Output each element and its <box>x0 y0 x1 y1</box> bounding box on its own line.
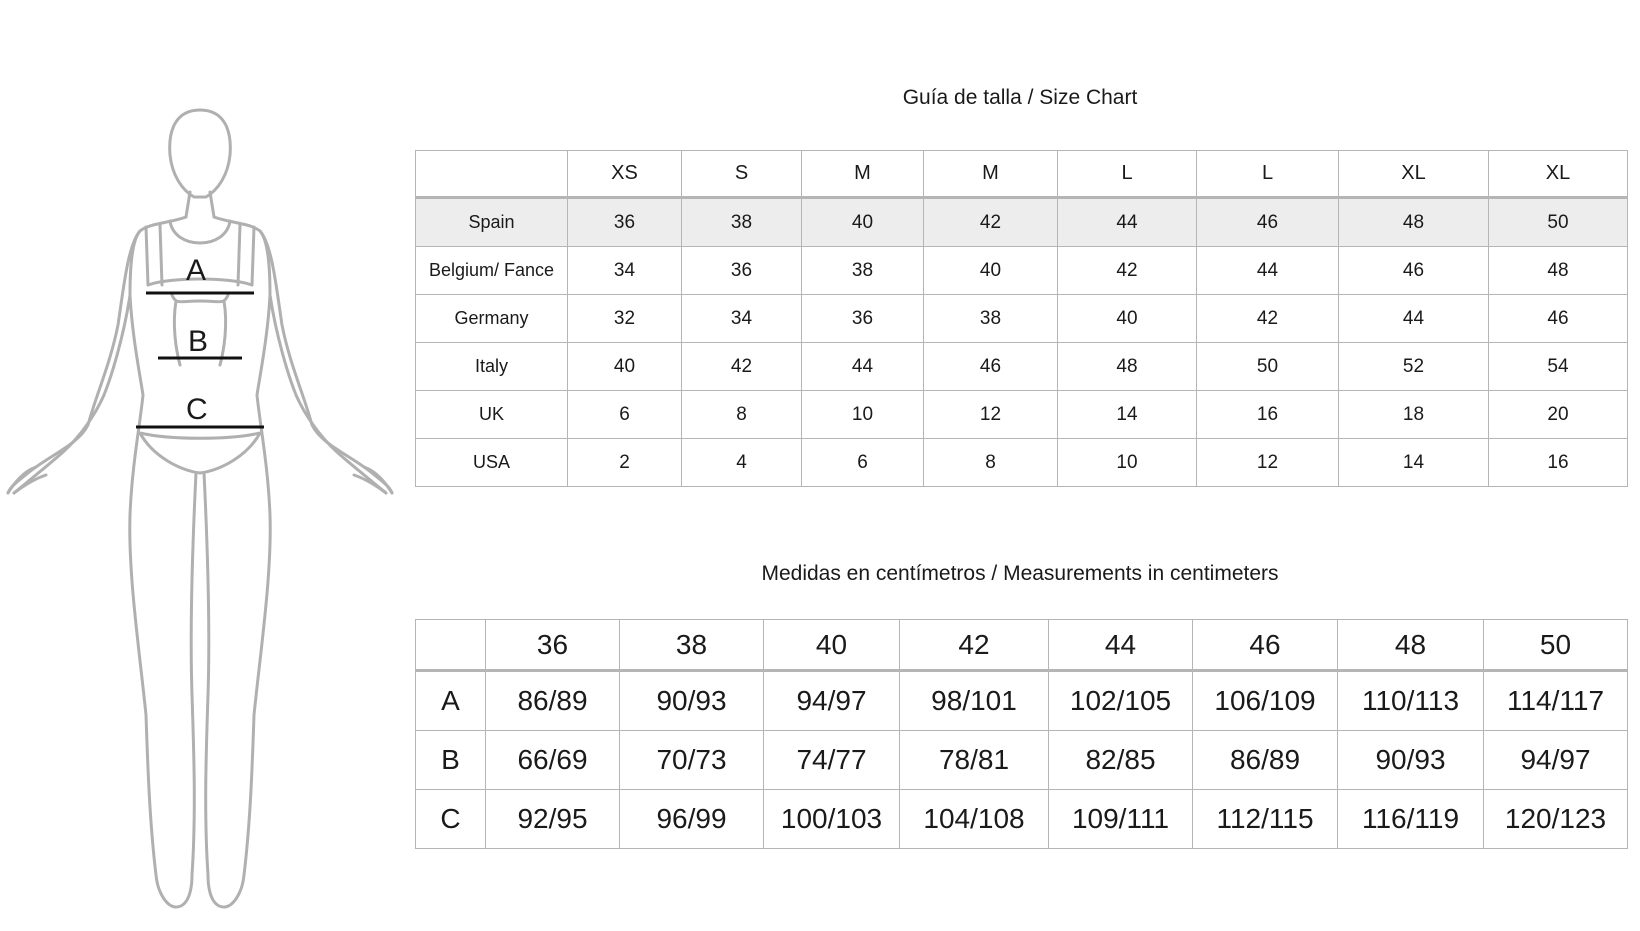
table-cell: 90/93 <box>1338 731 1484 790</box>
table-cell: 18 <box>1339 391 1489 439</box>
header-cell: XL <box>1489 151 1628 198</box>
table-cell: 6 <box>802 439 924 487</box>
table-cell: 32 <box>568 295 682 343</box>
table-cell: 104/108 <box>900 790 1049 849</box>
table-cell: 66/69 <box>486 731 620 790</box>
header-cell: XS <box>568 151 682 198</box>
measurements-header-row <box>416 620 1628 671</box>
table-cell: 92/95 <box>486 790 620 849</box>
size-chart-title: Guía de talla / Size Chart <box>902 86 1138 109</box>
header-cell: 36 <box>486 620 620 671</box>
measurements-title: Medidas en centímetros / Measurements in centimeters <box>761 562 1279 585</box>
row-label: Italy <box>416 343 568 391</box>
table-cell: 46 <box>924 343 1058 391</box>
header-cell <box>416 151 568 198</box>
table-cell: 38 <box>924 295 1058 343</box>
row-label: USA <box>416 439 568 487</box>
table-cell: 100/103 <box>764 790 900 849</box>
table-cell: 34 <box>682 295 802 343</box>
table-cell: 98/101 <box>900 671 1049 731</box>
table-cell: 8 <box>924 439 1058 487</box>
table-cell: 2 <box>568 439 682 487</box>
table-cell: 4 <box>682 439 802 487</box>
header-cell: 42 <box>900 620 1049 671</box>
table-cell: 50 <box>1197 343 1339 391</box>
table-cell: 42 <box>924 198 1058 247</box>
table-cell: 52 <box>1339 343 1489 391</box>
header-cell: L <box>1058 151 1197 198</box>
table-cell: 44 <box>802 343 924 391</box>
header-cell <box>416 620 486 671</box>
table-row <box>416 391 1628 439</box>
table-cell: 14 <box>1058 391 1197 439</box>
row-label: Germany <box>416 295 568 343</box>
table-cell: 38 <box>682 198 802 247</box>
table-cell: 46 <box>1339 247 1489 295</box>
table-cell: 14 <box>1339 439 1489 487</box>
table-cell: 48 <box>1489 247 1628 295</box>
table-cell: 16 <box>1197 391 1339 439</box>
header-cell: M <box>802 151 924 198</box>
table-cell: 42 <box>1058 247 1197 295</box>
table-cell: 44 <box>1058 198 1197 247</box>
table-cell: 120/123 <box>1484 790 1628 849</box>
row-label: UK <box>416 391 568 439</box>
table-row <box>416 295 1628 343</box>
measurements-table <box>415 619 1628 849</box>
table-cell: 38 <box>802 247 924 295</box>
figure-label-b: B <box>188 325 209 358</box>
table-cell: 10 <box>802 391 924 439</box>
header-cell: XL <box>1339 151 1489 198</box>
table-cell: 94/97 <box>1484 731 1628 790</box>
table-cell: 48 <box>1058 343 1197 391</box>
header-cell: 46 <box>1193 620 1338 671</box>
table-cell: 44 <box>1339 295 1489 343</box>
table-cell: 12 <box>1197 439 1339 487</box>
header-cell: 40 <box>764 620 900 671</box>
table-cell: 102/105 <box>1049 671 1193 731</box>
row-label: C <box>416 790 486 849</box>
header-cell: 38 <box>620 620 764 671</box>
header-cell: 50 <box>1484 620 1628 671</box>
table-cell: 12 <box>924 391 1058 439</box>
table-cell: 70/73 <box>620 731 764 790</box>
table-cell: 90/93 <box>620 671 764 731</box>
table-cell: 42 <box>1197 295 1339 343</box>
table-cell: 40 <box>924 247 1058 295</box>
figure-label-a: A <box>186 254 207 287</box>
table-cell: 96/99 <box>620 790 764 849</box>
table-cell: 40 <box>568 343 682 391</box>
header-cell: S <box>682 151 802 198</box>
table-cell: 40 <box>1058 295 1197 343</box>
table-cell: 36 <box>682 247 802 295</box>
table-row <box>416 671 1628 731</box>
table-cell: 114/117 <box>1484 671 1628 731</box>
table-cell: 54 <box>1489 343 1628 391</box>
table-row <box>416 247 1628 295</box>
row-label: B <box>416 731 486 790</box>
table-cell: 40 <box>802 198 924 247</box>
table-cell: 44 <box>1197 247 1339 295</box>
header-cell: 44 <box>1049 620 1193 671</box>
table-row <box>416 198 1628 247</box>
table-cell: 112/115 <box>1193 790 1338 849</box>
table-cell: 20 <box>1489 391 1628 439</box>
row-label: Spain <box>416 198 568 247</box>
table-cell: 46 <box>1197 198 1339 247</box>
table-row <box>416 439 1628 487</box>
table-cell: 86/89 <box>486 671 620 731</box>
table-cell: 36 <box>568 198 682 247</box>
table-cell: 46 <box>1489 295 1628 343</box>
table-cell: 50 <box>1489 198 1628 247</box>
header-cell: M <box>924 151 1058 198</box>
row-label: A <box>416 671 486 731</box>
size-chart-table <box>415 150 1628 487</box>
table-cell: 74/77 <box>764 731 900 790</box>
table-cell: 42 <box>682 343 802 391</box>
table-cell: 48 <box>1339 198 1489 247</box>
table-cell: 110/113 <box>1338 671 1484 731</box>
header-cell: L <box>1197 151 1339 198</box>
table-cell: 109/111 <box>1049 790 1193 849</box>
table-cell: 16 <box>1489 439 1628 487</box>
header-cell: 48 <box>1338 620 1484 671</box>
table-row <box>416 343 1628 391</box>
table-cell: 10 <box>1058 439 1197 487</box>
table-cell: 8 <box>682 391 802 439</box>
table-cell: 36 <box>802 295 924 343</box>
table-cell: 116/119 <box>1338 790 1484 849</box>
table-cell: 82/85 <box>1049 731 1193 790</box>
table-row <box>416 790 1628 849</box>
table-cell: 78/81 <box>900 731 1049 790</box>
body-figure-illustration <box>0 95 400 915</box>
table-cell: 106/109 <box>1193 671 1338 731</box>
size-chart-header-row <box>416 151 1628 198</box>
row-label: Belgium/ Fance <box>416 247 568 295</box>
table-row <box>416 731 1628 790</box>
table-cell: 86/89 <box>1193 731 1338 790</box>
figure-label-c: C <box>186 393 208 426</box>
table-cell: 94/97 <box>764 671 900 731</box>
table-cell: 34 <box>568 247 682 295</box>
table-cell: 6 <box>568 391 682 439</box>
